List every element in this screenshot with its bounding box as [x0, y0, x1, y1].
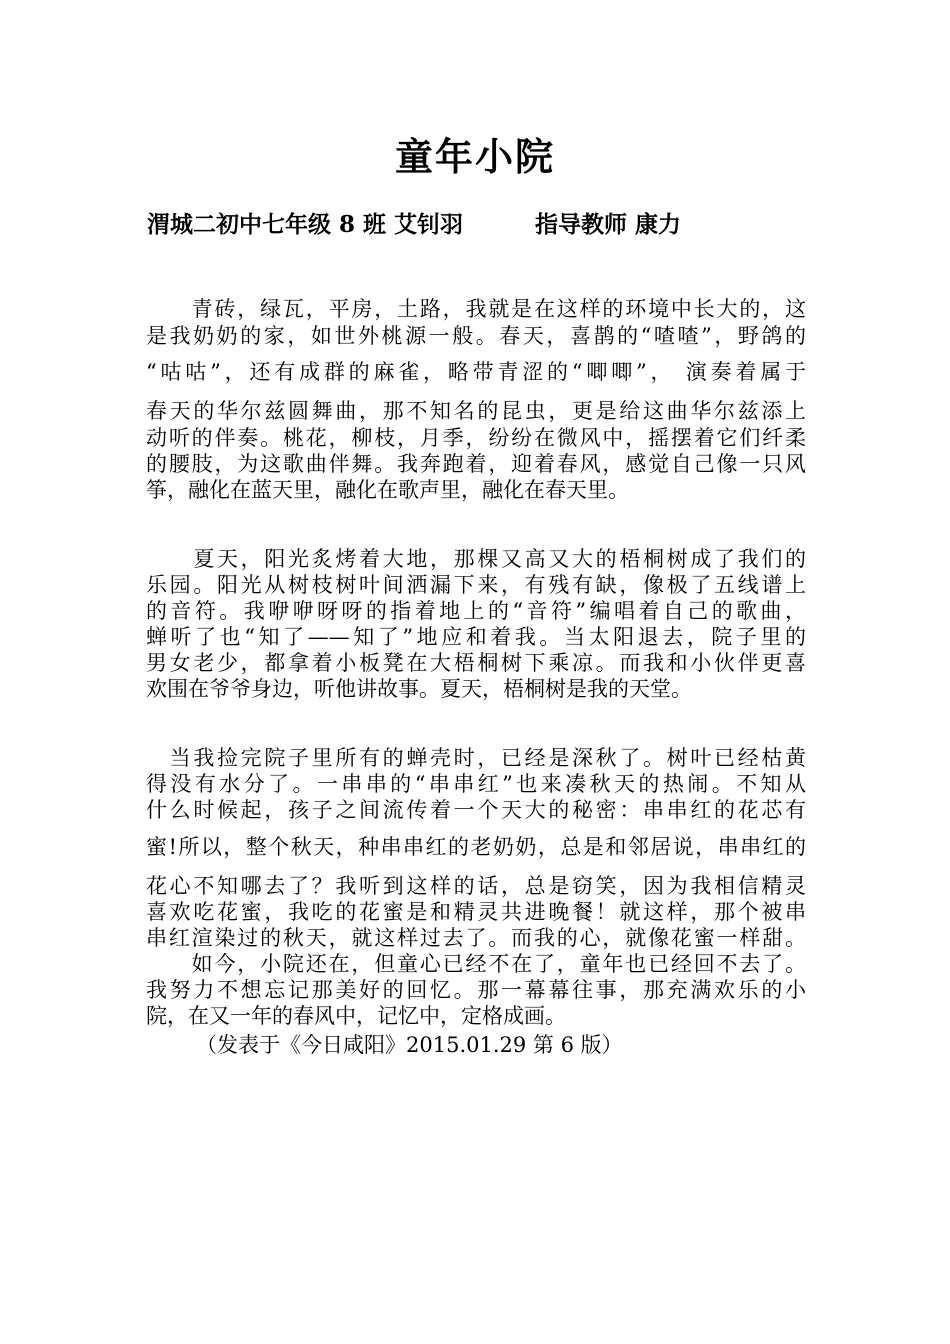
text-line: 男女老少，都拿着小板凳在大梧桐树下乘凉。而我和小伙伴更喜 [146, 651, 806, 675]
text-line: 动听的伴奏。桃花，柳枝，月季，纷纷在微风中，摇摆着它们纤柔 [146, 426, 806, 450]
text-line: 蜜!所以，整个秋天，种串串红的老奶奶，总是和邻居说，串串红的 [146, 835, 806, 859]
text-line: 春天的华尔兹圆舞曲，那不知名的昆虫，更是给这曲华尔兹添上 [146, 399, 806, 423]
text-line: 院，在又一年的春风中，记忆中，定格成画。 [146, 1004, 566, 1028]
text-line: 我努力不想忘记那美好的回忆。那一幕幕往事，那充满欢乐的小 [146, 978, 806, 1002]
publication-note: （发表于《今日咸阳》2015.01.29 第 6 版） [196, 1033, 623, 1057]
text-line: 欢围在爷爷身边，听他讲故事。夏天，梧桐树是我的天堂。 [146, 677, 692, 701]
text-line: 什么时候起，孩子之间流传着一个天大的秘密：串串红的花芯有 [146, 798, 806, 822]
text-line: 得没有水分了。一串串的“串串红”也来凑秋天的热闹。不知从 [146, 772, 806, 796]
text-line: 花心不知哪去了？我听到这样的话，总是窃笑，因为我相信精灵 [146, 874, 806, 898]
text-line: 的音符。我咿咿呀呀的指着地上的“音符”编唱着自己的歌曲， [146, 599, 806, 623]
text-line: 青砖，绿瓦，平房，土路，我就是在这样的环境中长大的，这 [146, 297, 806, 321]
text-line: 乐园。阳光从树枝树叶间洒漏下来，有残有缺，像极了五线谱上 [146, 573, 806, 597]
teacher-line: 指导教师 康力 [535, 211, 682, 238]
text-line: 如今，小院还在，但童心已经不在了，童年也已经回不去了。 [146, 952, 806, 976]
text-line: “咕咕”，还有成群的麻雀，略带青涩的“唧唧”， 演奏着属于 [146, 360, 806, 384]
text-line: 喜欢吃花蜜，我吃的花蜜是和精灵共进晚餐！就这样，那个被串 [146, 900, 806, 924]
author-line: 渭城二初中七年级 8 班 艾钊羽 [147, 211, 464, 238]
text-line: 夏天，阳光炙烤着大地，那棵又高又大的梧桐树成了我们的 [146, 547, 806, 571]
text-line: 当我捡完院子里所有的蝉壳时，已经是深秋了。树叶已经枯黄 [146, 746, 806, 770]
article-title: 童年小院 [394, 134, 555, 179]
text-line: 蝉听了也“知了——知了”地应和着我。当太阳退去，院子里的 [146, 625, 806, 649]
text-line: 的腰肢，为这歌曲伴舞。我奔跑着，迎着春风，感觉自己像一只风 [146, 452, 806, 476]
text-line: 串红渲染过的秋天，就这样过去了。而我的心，就像花蜜一样甜。 [146, 926, 806, 950]
text-line: 筝，融化在蓝天里，融化在歌声里，融化在春天里。 [146, 478, 629, 502]
text-line: 是我奶奶的家，如世外桃源一般。春天，喜鹊的“喳喳”，野鸽的 [146, 324, 806, 348]
byline [147, 206, 827, 239]
